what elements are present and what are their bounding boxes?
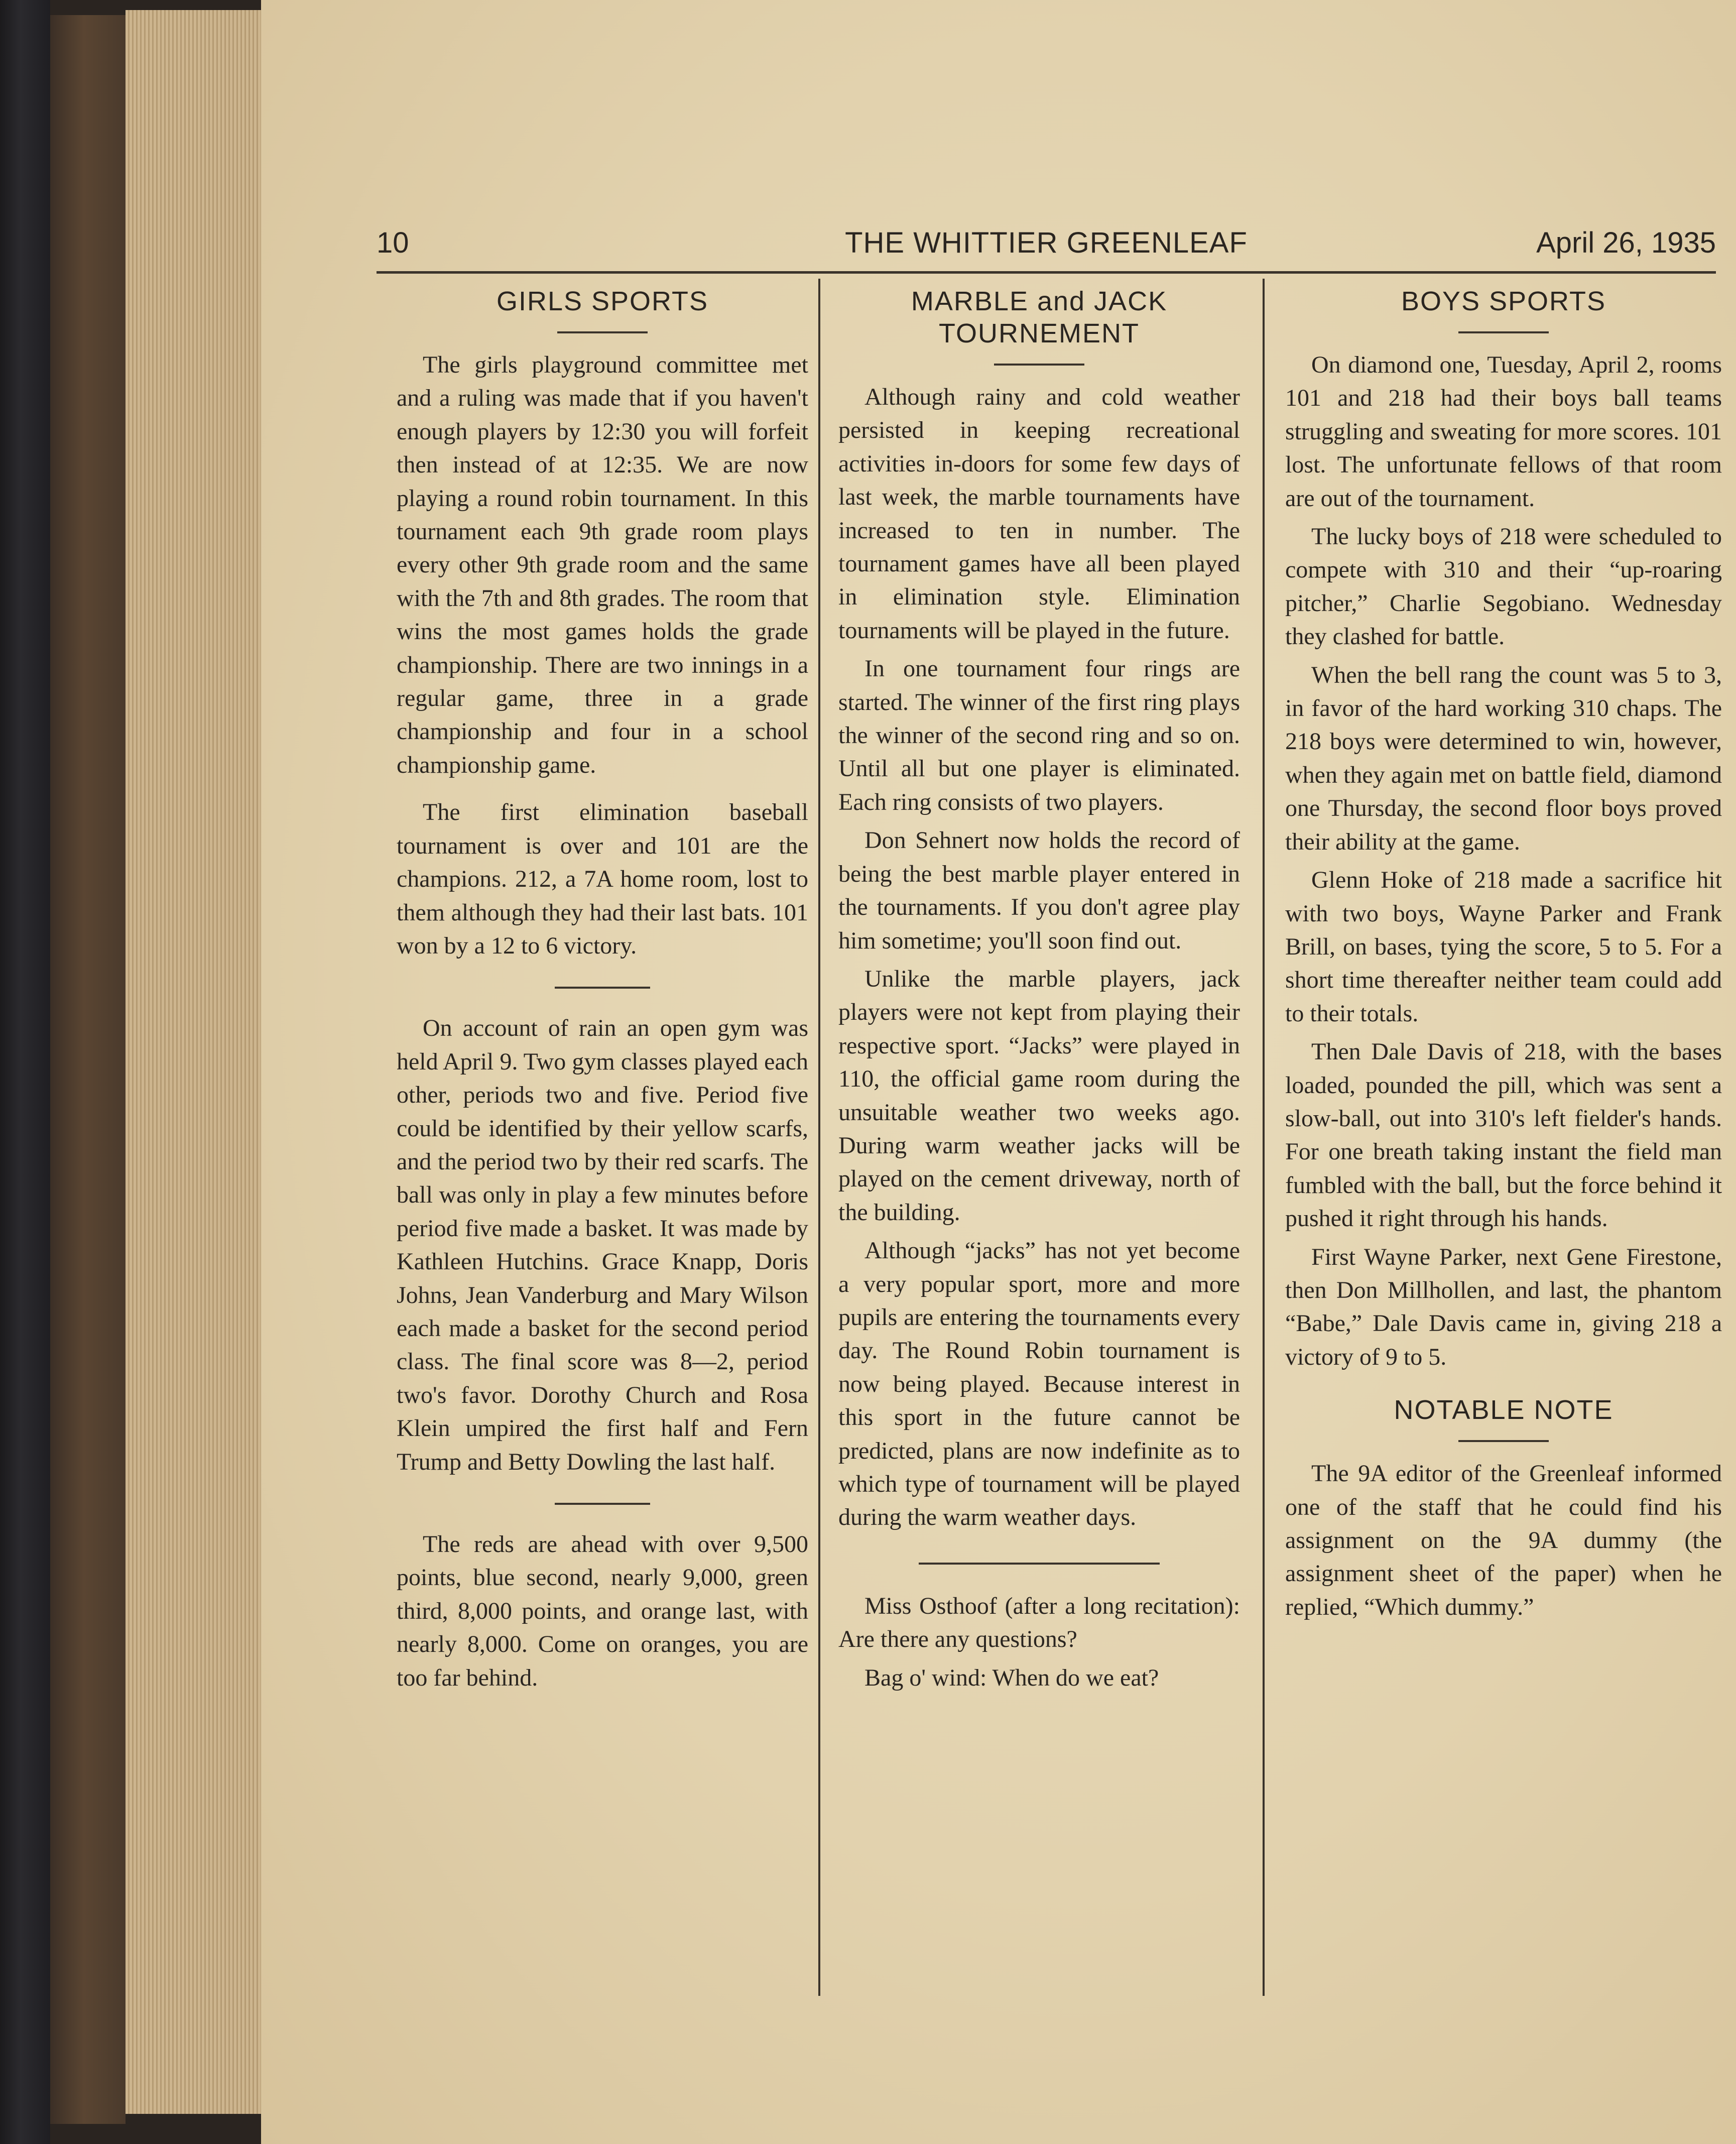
article-paragraph: The 9A editor of the Greenleaf informed one of the staff that he could find his assignment on the 9A dummy (the assignment sheet of the paper) when he replied, “Which dummy.”: [1285, 1460, 1722, 1620]
heading-line: MARBLE and JACK: [911, 286, 1168, 316]
article-paragraph: Glenn Hoke of 218 made a sacrifice hit with two boys, Wayne Parker and Frank Brill, on bases, tying the score, 5 to 5. For a short time thereafter neither team could add to their totals.: [1285, 867, 1722, 1027]
article-paragraph: First Wayne Parker, next Gene Firestone, then Don Millhollen, and last, the phantom “Babe,” Dale Davis came in, giving 218 a victory of 9 to 5.: [1285, 1243, 1722, 1370]
joke-line: Bag o' wind: When do we eat?: [864, 1664, 1159, 1691]
column-girls-sports: [377, 281, 813, 2023]
column-boys-sports: [1270, 281, 1727, 2023]
book-binding: [0, 0, 50, 2144]
article-paragraph: The lucky boys of 218 were scheduled to compete with 310 and their “up-roaring pitcher,” Charlie Segobiano. Wednesday they clashed for battle.: [1285, 523, 1722, 650]
column-divider: [818, 279, 820, 1996]
section-rule: [919, 1563, 1160, 1565]
section-rule: [555, 987, 650, 989]
heading-rule: [557, 331, 648, 333]
book-spine: [50, 15, 126, 2124]
article-paragraph: When the bell rang the count was 5 to 3, in favor of the hard working 310 chaps. The 218 boys were determined to win, however, when they again met on battle field, diamond one Thursday, the second floor boys proved their ability at the game.: [1285, 661, 1722, 855]
heading-line: TOURNEMENT: [938, 318, 1140, 348]
article-paragraph: Unlike the marble players, jack players were not kept from playing their respective sport. “Jacks” were played in 110, the official game room during the unsuitable weather two weeks ago. During warm weather jacks will be played on the cement driveway, north of the building.: [838, 965, 1240, 1226]
article-paragraph: Then Dale Davis of 218, with the bases loaded, pounded the pill, which was sent a slow-ball, out into 310's left fielder's hands. For one breath taking instant the field man fumbled with the ball, but the force behind it pushed it right through his hands.: [1285, 1038, 1722, 1232]
page-edges: [126, 10, 261, 2114]
notable-note-heading: NOTABLE NOTE: [1394, 1395, 1614, 1425]
heading-rule: [1458, 1440, 1549, 1442]
page-header: [377, 226, 1716, 266]
publication-title: THE WHITTIER GREENLEAF: [845, 226, 1248, 259]
article-paragraph: The first elimination baseball tournament is over and 101 are the champions. 212, a 7A home room, lost to them although they had their last bats. 101 won by a 12 to 6 victory.: [397, 799, 808, 959]
article-paragraph: Although “jacks” has not yet become a very popular sport, more and more pupils are entering the tournaments every day. The Round Robin tournament is now being played. Because interest in this sport in the future cannot be predicted, plans are now indefinite as to which type of tournament will be played during the warm weather days.: [838, 1237, 1240, 1531]
article-paragraph: Although rainy and cold weather persisted in keeping recreational activities in-doors for some few days of last week, the marble tournaments have increased to ten in number. The tournament games have all been played in elimination style. Elimination tournaments will be played in the future.: [838, 384, 1240, 644]
article-paragraph: In one tournament four rings are started. The winner of the first ring plays the winner of the second ring and so on. Until all but one player is eliminated. Each ring consists of two players.: [838, 655, 1240, 815]
joke-line: Miss Osthoof (after a long recitation): Are there any questions?: [838, 1592, 1240, 1653]
article-paragraph: The reds are ahead with over 9,500 points, blue second, nearly 9,000, green third, 8,000 points, and orange last, with nearly 8,000. Come on oranges, you are too far behind.: [397, 1531, 808, 1691]
heading-rule: [994, 364, 1084, 366]
column-marble-jack: [823, 281, 1255, 2023]
section-rule: [555, 1503, 650, 1505]
article-paragraph: The girls playground committee met and a ruling was made that if you haven't enough players by 12:30 you will forfeit then instead of at 12:35. We are now playing a round robin tournament. In this tournament each 9th grade room plays every other 9th grade room and the same with the 7th and 8th grades. The room that wins the most games holds the grade championship. There are two innings in a regular game, three in a grade championship and four in a school championship game.: [397, 351, 808, 778]
girls-sports-heading: GIRLS SPORTS: [496, 286, 709, 316]
newspaper-page: [261, 0, 1736, 2144]
article-paragraph: Don Sehnert now holds the record of being the best marble player entered in the tournaments. If you don't agree play him sometime; you'll soon find out.: [838, 827, 1240, 954]
marble-jack-heading: [838, 285, 1240, 349]
page-number: 10: [377, 226, 409, 259]
issue-date: April 26, 1935: [1536, 226, 1716, 259]
column-divider: [1263, 279, 1265, 1996]
header-rule: [377, 271, 1716, 274]
heading-rule: [1458, 331, 1549, 333]
boys-sports-heading: BOYS SPORTS: [1401, 286, 1606, 316]
article-paragraph: On diamond one, Tuesday, April 2, rooms 101 and 218 had their boys ball teams struggling and sweating for more scores. 101 lost. The unfortunate fellows of that room are out of the tournament.: [1285, 351, 1722, 512]
article-paragraph: On account of rain an open gym was held April 9. Two gym classes played each other, periods two and five. Period five could be identified by their yellow scarfs, and the period two by their red scarfs. The ball was only in play a few minutes before period five made a basket. It was made by Kathleen Hutchins. Grace Knapp, Doris Johns, Jean Vanderburg and Mary Wilson each made a basket for the second period class. The final score was 8—2, period two's favor. Dorothy Church and Rosa Klein umpired the first half and Fern Trump and Betty Dowling the last half.: [397, 1015, 808, 1475]
